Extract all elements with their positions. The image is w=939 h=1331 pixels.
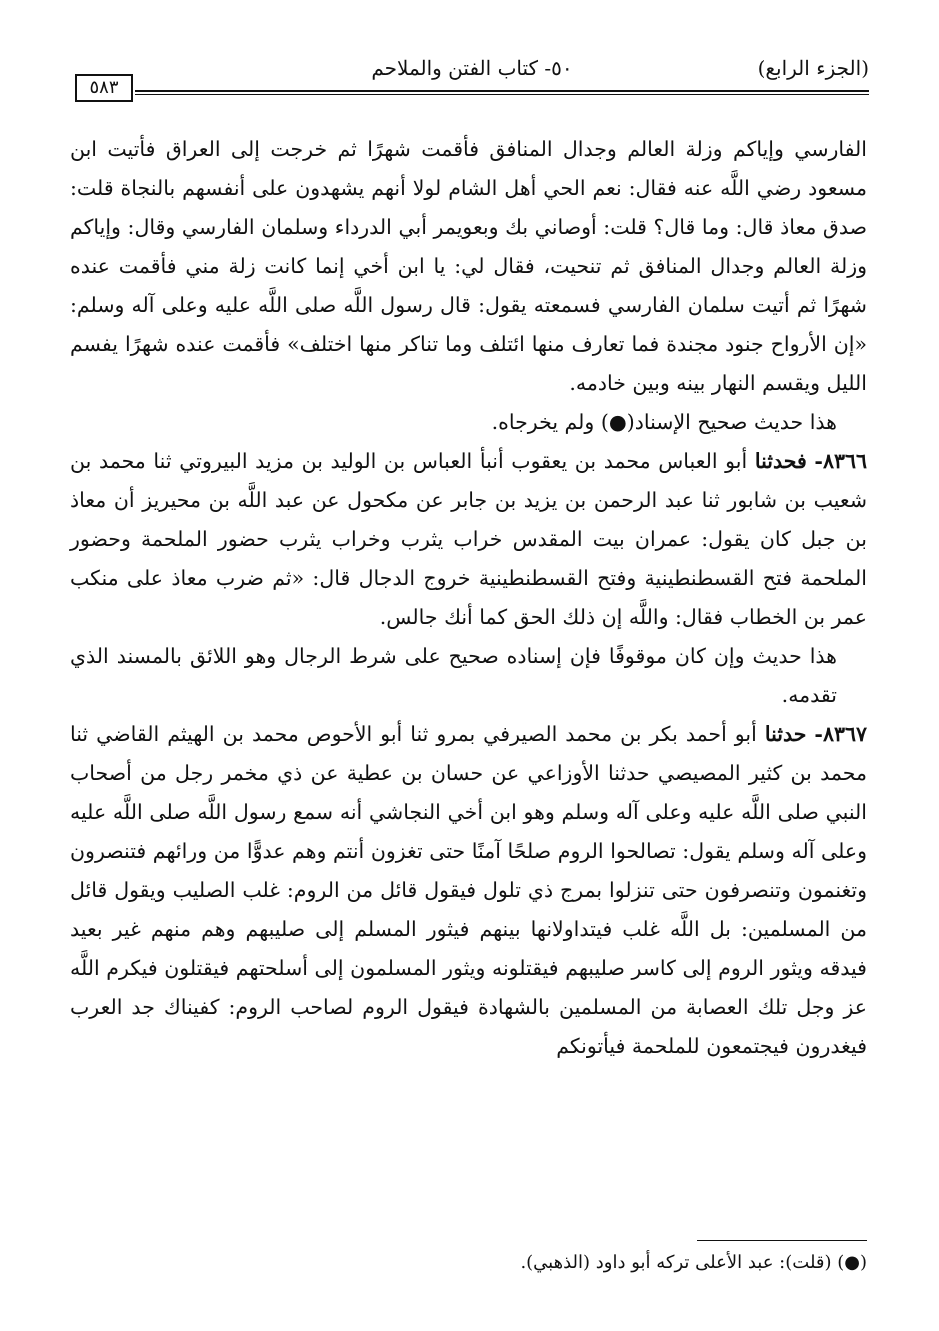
chapter-title: ٥٠- كتاب الفتن والملاحم	[371, 56, 573, 80]
paragraph: هذا حديث صحيح الإسناد(●) ولم يخرجاه.	[491, 410, 837, 434]
hadith-lead: حدثنا	[764, 722, 807, 746]
paragraph: الفارسي وإياكم وزلة العالم وجدال المنافق فأقمت شهرًا ثم خرجت إلى العراق فأتيت ابن مسعود رضي اللَّه عنه فقال: نعم الحي أهل الشام لولا أنهم يشهدون على أنفسهم بالنجاة قلت: صدق معاذ قال: وما قال؟ قلت: أوصاني بك وبعويمر أبي الدرداء وسلمان الفارسي وقال: وإياكم وزلة العالم وجدال المنافق ثم تنحيت، فقال لي: يا ابن أخي إنما كانت زلة مني فأقمت عنده شهرًا ثم أتيت سلمان الفارسي فسمعته يقول: قال رسول اللَّه صلى اللَّه عليه وعلى آله وسلم: «إن الأرواح جنود مجندة فما تعارف منها ائتلف وما تناكر منها اختلف» فأقمت عنده شهرًا يفسم الليل ويقسم النهار بينه وبين خادمه.	[70, 137, 867, 395]
page-header	[75, 50, 869, 98]
hadith-text: أبو العباس محمد بن يعقوب أنبأ العباس بن الوليد بن مزيد البيروتي ثنا محمد بن شعيب بن شابور ثنا عبد الرحمن بن يزيد بن جابر عن مكحول عن عبد اللَّه بن محيريز أن معاذ بن جبل كان يقول: عمران بيت المقدس خراب يثرب وخراب يثرب حضور الملحمة وحضور الملحمة فتح القسطنطينية وفتح القسطنطينية خروج الدجال قال: «ثم ضرب معاذ على منكب عمر بن الخطاب فقال: واللَّه إن ذلك الحق كما أنك جالس.	[70, 449, 867, 629]
part-title: (الجزء الرابع)	[757, 56, 869, 80]
footnote: (●) (قلت): عبد الأعلى تركه أبو داود (الذهبي).	[520, 1252, 867, 1273]
footnote-rule	[697, 1240, 867, 1241]
hadith-lead: فحدثنا	[754, 449, 807, 473]
page-number: ٥٨٣	[75, 74, 133, 102]
hadith-8367	[70, 715, 867, 1066]
paragraph: هذا حديث وإن كان موقوفًا فإن إسناده صحيح على شرط الرجال وهو اللائق بالمسند الذي تقدمه.	[70, 644, 837, 707]
hadith-text: أبو أحمد بكر بن محمد الصيرفي بمرو ثنا أبو الأحوص محمد بن الهيثم القاضي ثنا محمد بن كثير المصيصي حدثنا الأوزاعي عن حسان بن عطية عن ذي مخمر رجل من أصحاب النبي صلى اللَّه عليه وعلى آله وسلم وهو ابن أخي النجاشي أنه سمع رسول اللَّه صلى اللَّه عليه وعلى آله وسلم يقول: تصالحوا الروم صلحًا آمنًا حتى تغزون أنتم وهم عدوًّا من ورائهم فتنصرون وتغنمون وتنصرفون حتى تنزلوا بمرج ذي تلول فيقول قائل من الروم: غلب الصليب ويقول قائل من المسلمين: بل اللَّه غلب فيتداولانها بينهم فيثور المسلم إلى صليبهم وهم منهم غير بعيد فيدقه ويثور الروم إلى كاسر صليبهم فيقتلونه ويثور المسلمون إلى أسلحتهم فيقتلون فيكرم اللَّه عز وجل تلك العصابة من المسلمين بالشهادة فيقول الروم لصاحب الروم: كفيناك جد العرب فيغدرون فيجتمعون للملحمة فيأتونكم	[70, 722, 867, 1058]
hadith-number: ٨٣٦٦-	[814, 449, 867, 473]
main-text	[70, 130, 867, 1066]
hadith-8366	[70, 442, 867, 637]
header-rule	[135, 90, 869, 92]
header-rule-thin	[135, 94, 869, 95]
hadith-number: ٨٣٦٧-	[814, 722, 867, 746]
